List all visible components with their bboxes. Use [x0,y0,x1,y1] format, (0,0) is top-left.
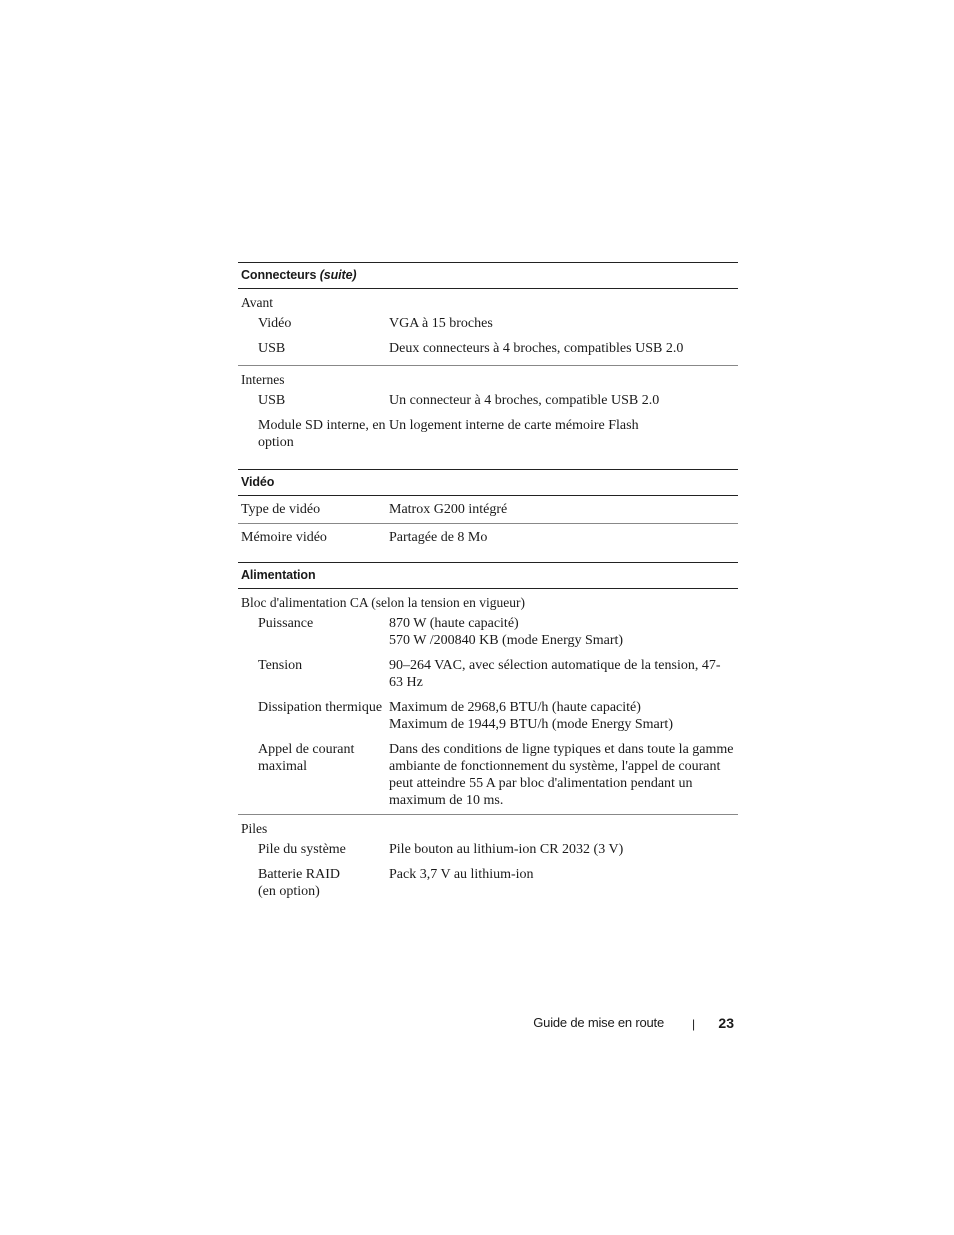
spec-value [389,699,738,733]
spec-value-line: Maximum de 1944,9 BTU/h (mode Energy Smart) [389,717,673,732]
spec-label: Puissance [258,616,314,631]
subsection-title: Internes [241,372,285,387]
section-title: Connecteurs [241,268,317,282]
spec-label: Vidéo [258,316,292,331]
subsection-piles [238,815,738,908]
spec-label: Appel de courant maximal [258,742,355,774]
spec-row [238,496,738,524]
spec-value: VGA à 15 broches [389,316,493,331]
spec-label-line: Batterie RAID [258,867,341,882]
spec-value-line: Dans des conditions de ligne typiques et dans toute la gamme ambiante de fonctionnement du système, l'appel de courant peut atteindre 55 A par bloc d'alimentation pendant un maximum de 10 ms. [389,742,734,808]
spec-label [238,866,389,900]
spec-value-line: Maximum de 2968,6 BTU/h (haute capacité) [389,700,641,715]
spec-table [238,262,738,908]
spec-value-line: 870 W (haute capacité) [389,616,519,631]
spec-value: Un logement interne de carte mémoire Flash [389,418,639,433]
subsection-avant [238,289,738,366]
subsection-title: Bloc d'alimentation CA (selon la tension en vigueur) [241,595,526,610]
section-header-video [238,469,738,496]
page-footer [0,1015,954,1035]
spec-row [238,866,738,908]
spec-value [389,657,738,691]
spec-value: Deux connecteurs à 4 broches, compatibles USB 2.0 [389,341,684,356]
section-title: Vidéo [241,475,275,489]
footer-separator: | [692,1017,696,1031]
spec-value [389,741,738,809]
spec-value [389,615,738,649]
footer-guide-title: Guide de mise en route [533,1015,664,1030]
spec-label: Module SD interne, en option [258,418,386,450]
subsection-title: Avant [241,295,273,310]
spec-row [238,615,738,657]
spec-label: Type de vidéo [241,502,321,517]
spec-row [238,417,738,459]
spec-row [238,392,738,417]
spec-value-line: 90–264 VAC, avec sélection automatique de la tension, 47-63 Hz [389,658,721,690]
spec-label-line: (en option) [258,884,320,899]
spec-label: USB [258,393,286,408]
spec-value-line: 570 W /200840 KB (mode Energy Smart) [389,633,624,648]
spec-value: Pack 3,7 V au lithium-ion [389,867,534,882]
spec-value: Un connecteur à 4 broches, compatible USB 2.0 [389,393,660,408]
section-title-suffix: (suite) [319,268,357,282]
subsection-internes [238,366,738,459]
section-title: Alimentation [241,568,316,582]
subsection-title: Piles [241,821,268,836]
spec-value: Pile bouton au lithium-ion CR 2032 (3 V) [389,842,624,857]
page-number: 23 [718,1015,734,1031]
spec-row [238,841,738,866]
subsection-bloc-alimentation [238,589,738,815]
spec-row [238,699,738,741]
spec-label: USB [258,341,286,356]
spec-row [238,741,738,814]
section-header-alimentation [238,562,738,589]
spec-row [238,315,738,340]
spec-row [238,657,738,699]
spec-row [238,340,738,365]
spec-label: Mémoire vidéo [241,530,327,545]
spec-label: Dissipation thermique [258,700,383,715]
spec-value: Matrox G200 intégré [389,502,508,517]
spec-label: Pile du système [258,842,346,857]
spec-value: Partagée de 8 Mo [389,530,488,545]
spec-row [238,524,738,551]
spec-label: Tension [258,658,303,673]
section-header-connecteurs [238,262,738,289]
